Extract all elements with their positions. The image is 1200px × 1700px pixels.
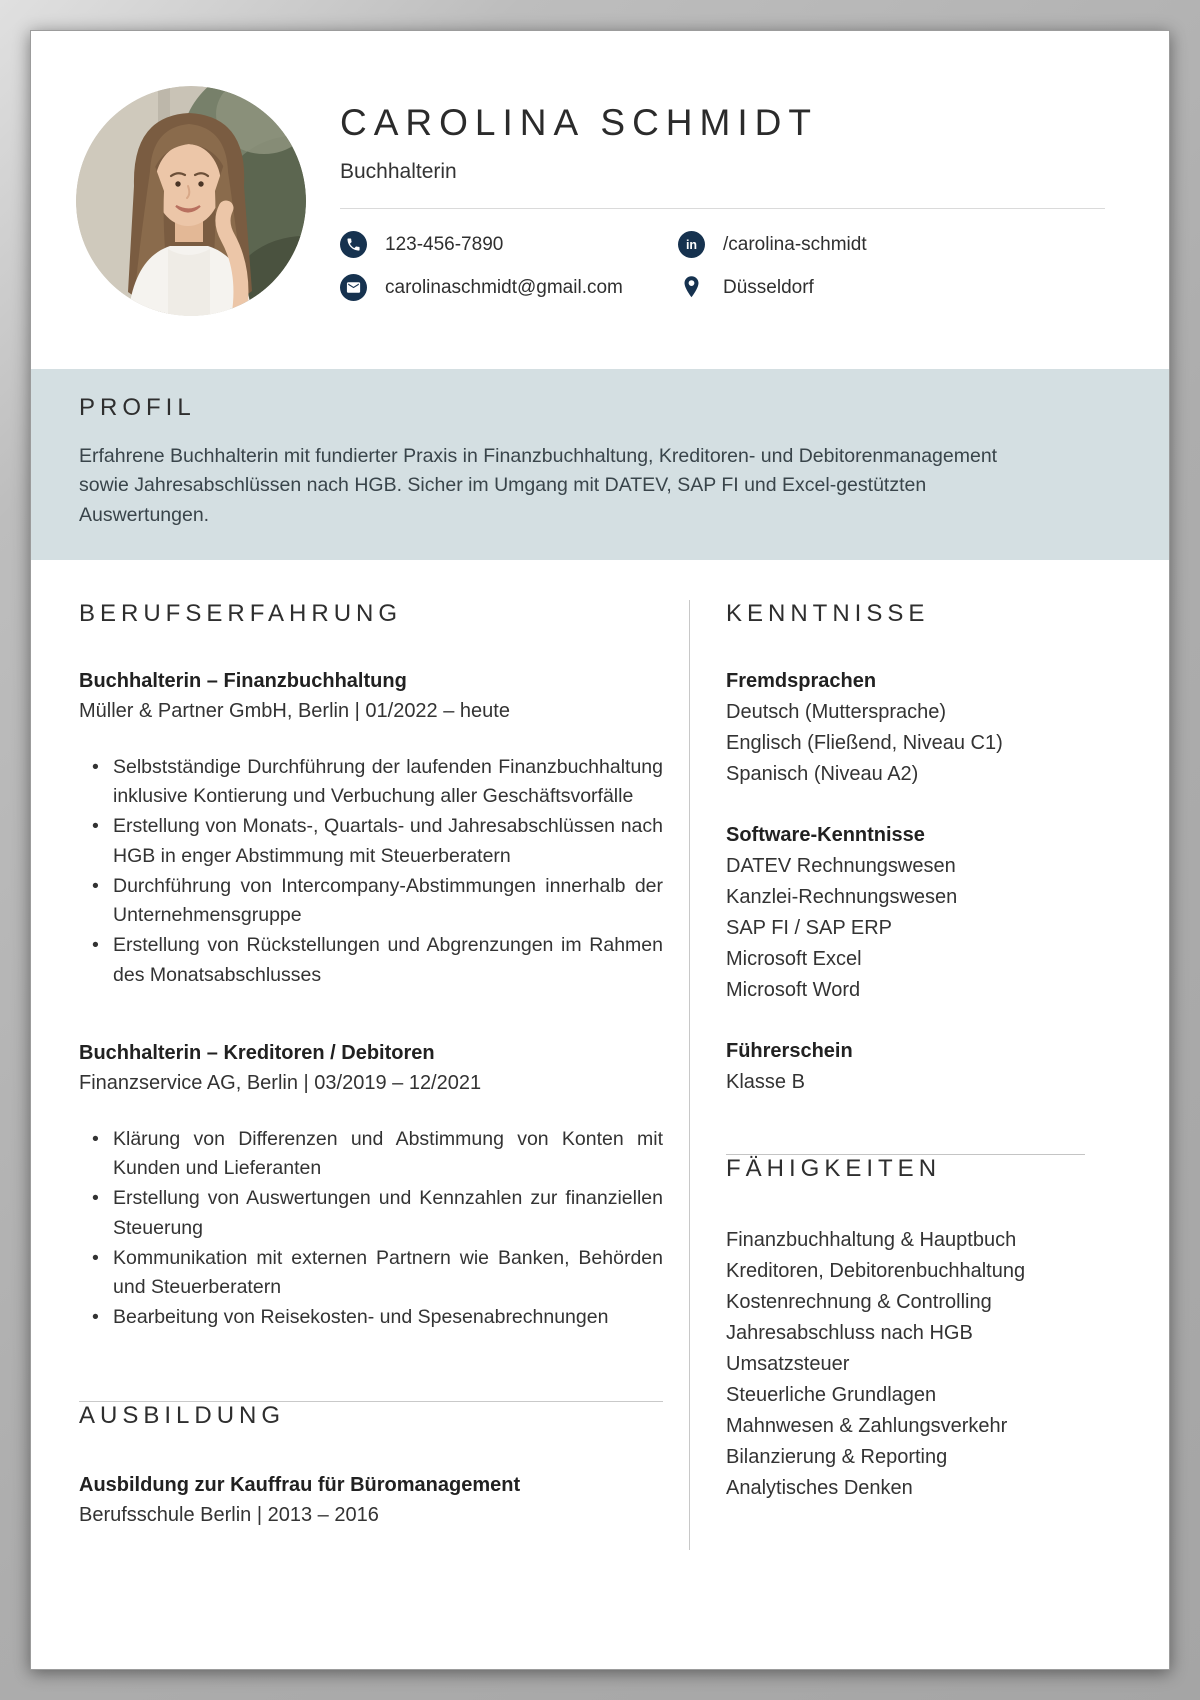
- knowledge-group-title: Führerschein: [726, 1039, 853, 1062]
- skill-item: Umsatzsteuer: [726, 1352, 850, 1375]
- knowledge-item: Microsoft Word: [726, 978, 861, 1001]
- job-bullet: • Kommunikation mit externen Partnern wie Banken, Behörden und Steuerberatern: [79, 1244, 663, 1303]
- education-meta: Berufsschule Berlin | 2013 – 2016: [79, 1503, 379, 1526]
- job-bullet: • Bearbeitung von Reisekosten- und Spesenabrechnungen: [79, 1303, 663, 1332]
- knowledge-group: [726, 824, 1109, 1006]
- knowledge-item: Deutsch (Muttersprache): [726, 700, 947, 723]
- contact-phone-text: 123-456-7890: [385, 233, 504, 255]
- knowledge-group-title: Software-Kenntnisse: [726, 823, 925, 846]
- education-section: [79, 1402, 663, 1527]
- contact-email: [340, 274, 678, 301]
- header-divider: [340, 208, 1105, 209]
- skills-list: [726, 1225, 1109, 1504]
- education-degree: Ausbildung zur Kauffrau für Büromanagement: [79, 1473, 521, 1496]
- knowledge-group-title: Fremdsprachen: [726, 669, 877, 692]
- job-entry: [79, 1042, 663, 1333]
- education-entry: [79, 1474, 663, 1527]
- job-bullet-list: [79, 1125, 663, 1333]
- contact-linkedin: [678, 231, 1105, 258]
- job-meta-line: Finanzservice AG, Berlin | 03/2019 – 12/2021: [79, 1071, 482, 1094]
- experience-section: [79, 600, 663, 1333]
- profil-text: Erfahrene Buchhalterin mit fundierter Praxis in Finanzbuchhaltung, Kreditoren- und Debitorenmanagement sowie Jahresabschlüssen nach HGB. Sicher im Umgang mit DATEV, SAP FI und Excel-gestützten Auswertungen.: [79, 445, 998, 526]
- education-heading: AUSBILDUNG: [79, 1401, 286, 1429]
- profil-heading: PROFIL: [79, 394, 196, 421]
- email-icon: [340, 274, 367, 301]
- contact-location-text: Düsseldorf: [723, 276, 814, 298]
- knowledge-item: Englisch (Fließend, Niveau C1): [726, 731, 1003, 754]
- knowledge-item: DATEV Rechnungswesen: [726, 854, 956, 877]
- skill-item: Kostenrechnung & Controlling: [726, 1290, 992, 1313]
- skills-section: [726, 1155, 1109, 1504]
- knowledge-item: Kanzlei-Rechnungswesen: [726, 885, 958, 908]
- profil-section: [31, 369, 1169, 560]
- profile-photo: [76, 86, 306, 316]
- person-title: Buchhalterin: [340, 160, 457, 183]
- knowledge-section: [726, 600, 1109, 1098]
- job-bullet: • Erstellung von Monats-, Quartals- und Jahresabschlüssen nach HGB in enger Abstimmung mit Steuerberatern: [79, 812, 663, 871]
- skill-item: Finanzbuchhaltung & Hauptbuch: [726, 1228, 1017, 1251]
- left-column: [79, 600, 689, 1550]
- contact-location: [678, 274, 1105, 301]
- skill-item: Analytisches Denken: [726, 1476, 913, 1499]
- skill-item: Kreditoren, Debitorenbuchhaltung: [726, 1259, 1026, 1282]
- knowledge-heading: KENNTNISSE: [726, 599, 930, 627]
- location-icon: [678, 274, 705, 301]
- phone-icon: [340, 231, 367, 258]
- job-bullet: • Klärung von Differenzen und Abstimmung von Konten mit Kunden und Lieferanten: [79, 1125, 663, 1184]
- skill-item: Jahresabschluss nach HGB: [726, 1321, 973, 1344]
- portrait-illustration: [76, 86, 306, 316]
- header-text: [340, 86, 1105, 316]
- job-bullet: • Selbstständige Durchführung der laufenden Finanzbuchhaltung inklusive Kontierung und Verbuchung aller Geschäftsvorfälle: [79, 753, 663, 812]
- svg-text:in: in: [685, 238, 698, 253]
- contact-email-text: carolinaschmidt@gmail.com: [385, 276, 623, 298]
- knowledge-group: [726, 670, 1109, 790]
- job-entry: [79, 670, 663, 990]
- knowledge-list: [726, 1067, 1109, 1098]
- knowledge-item: SAP FI / SAP ERP: [726, 916, 892, 939]
- skills-heading: FÄHIGKEITEN: [726, 1154, 942, 1182]
- knowledge-item: Spanisch (Niveau A2): [726, 762, 919, 785]
- job-title-line: Buchhalterin – Kreditoren / Debitoren: [79, 1041, 435, 1064]
- job-meta-line: Müller & Partner GmbH, Berlin | 01/2022 – heute: [79, 699, 510, 722]
- job-bullet: • Erstellung von Rückstellungen und Abgrenzungen im Rahmen des Monatsabschlusses: [79, 931, 663, 990]
- knowledge-list: [726, 697, 1109, 790]
- contact-grid: [340, 231, 1105, 301]
- contact-phone: [340, 231, 678, 258]
- knowledge-item: Klasse B: [726, 1070, 805, 1093]
- job-bullet: • Erstellung von Auswertungen und Kennzahlen zur finanziellen Steuerung: [79, 1184, 663, 1243]
- skill-item: Mahnwesen & Zahlungsverkehr: [726, 1414, 1008, 1437]
- experience-heading: BERUFSERFAHRUNG: [79, 599, 403, 627]
- contact-linkedin-text: /carolina-schmidt: [723, 233, 867, 255]
- skill-item: Steuerliche Grundlagen: [726, 1383, 937, 1406]
- main-columns: [31, 600, 1169, 1550]
- right-column: [689, 600, 1109, 1550]
- job-bullet-list: [79, 753, 663, 990]
- knowledge-group: [726, 1040, 1109, 1098]
- knowledge-list: [726, 851, 1109, 1006]
- header: [31, 31, 1169, 316]
- person-name: CAROLINA SCHMIDT: [340, 102, 818, 143]
- job-title-line: Buchhalterin – Finanzbuchhaltung: [79, 669, 407, 692]
- resume-page: [30, 30, 1170, 1670]
- linkedin-icon: [678, 231, 705, 258]
- skill-item: Bilanzierung & Reporting: [726, 1445, 948, 1468]
- knowledge-item: Microsoft Excel: [726, 947, 862, 970]
- job-bullet: • Durchführung von Intercompany-Abstimmungen innerhalb der Unternehmensgruppe: [79, 872, 663, 931]
